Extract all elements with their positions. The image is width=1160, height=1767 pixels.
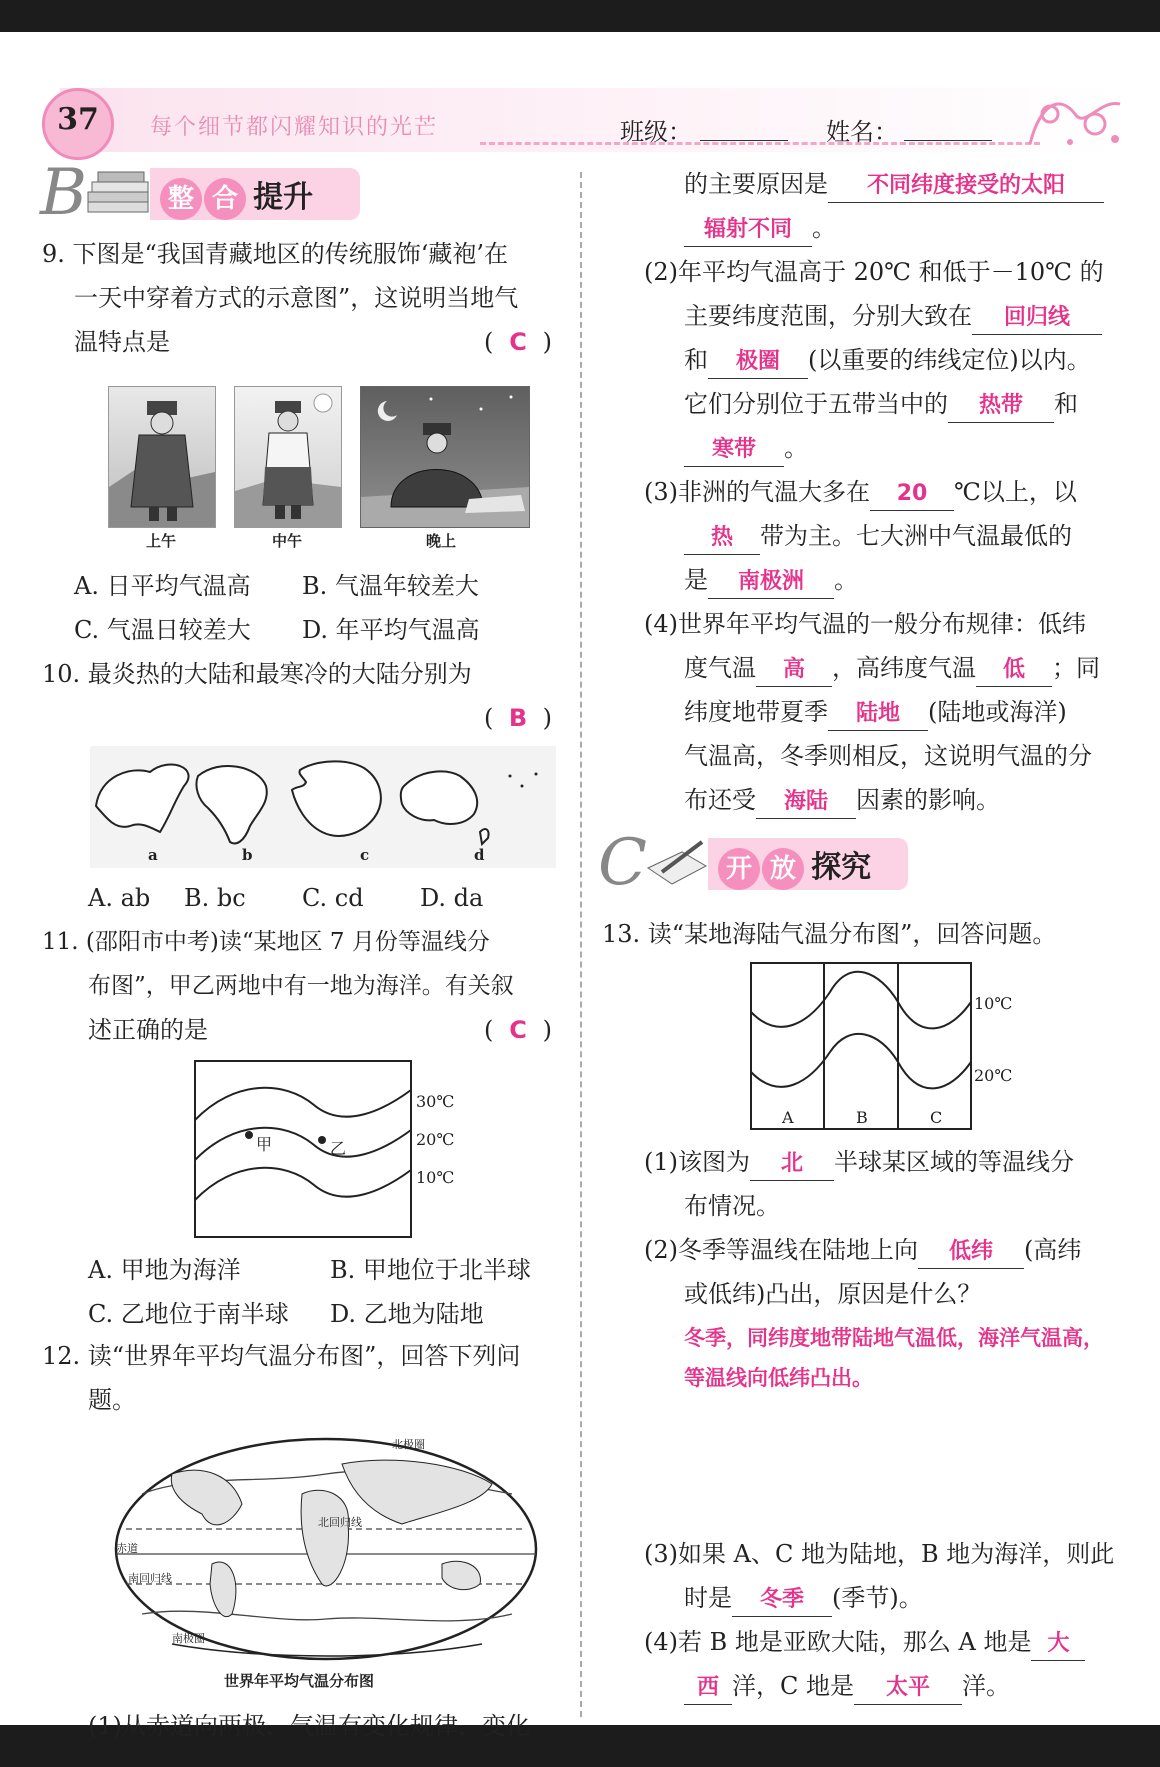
q12-s2-text: 主要纬度范围，分别大致在 — [684, 302, 972, 330]
q11-iso-30: 30℃ — [416, 1092, 455, 1111]
section-c-title: 探究 — [811, 850, 872, 885]
name-label: 姓名： — [826, 118, 898, 146]
q13-s1-answer1[interactable]: 北 — [750, 1148, 834, 1181]
q11-iso-10: 10℃ — [416, 1168, 455, 1187]
caption-noon: 中午 — [272, 532, 303, 550]
q12-s2-line3 — [684, 338, 1091, 382]
q13-s2-answer-text1: 冬季，同纬度地带陆地气温低，海洋气温高， — [684, 1326, 1104, 1350]
q11-line1: 11. (邵阳市中考)读“某地区 7 月份等温线分 — [42, 929, 490, 955]
q12-s4-text7: 因素的影响。 — [856, 786, 1000, 814]
q9-option-b: B. 气温年较差大 — [302, 572, 479, 600]
q13-iso-10: 10℃ — [974, 994, 1013, 1013]
section-b-title-wrap — [160, 172, 313, 220]
q13-s3-text: 时是 — [684, 1584, 732, 1612]
continent-label-b: b — [242, 846, 253, 864]
q10-answer: B — [508, 704, 528, 732]
q11-line3: 述正确的是 — [88, 1016, 208, 1044]
q11-option-d: D. 乙地为陆地 — [330, 1300, 484, 1328]
q11-isotherm-figure — [194, 1060, 454, 1238]
q13-s1-text: (1)该图为 — [644, 1148, 750, 1176]
continent-outlines — [90, 746, 556, 850]
caption-morning: 上午 — [146, 532, 177, 550]
section-c-char1: 开 — [718, 848, 760, 890]
q12-s3-end: 。 — [834, 566, 858, 594]
q12-s4-text3: ；同 — [1052, 654, 1100, 682]
q12-s1-line1: (1)从赤道向两极，气温有变化规律，变化 — [88, 1712, 530, 1740]
q12-s2-line4 — [684, 382, 1078, 426]
q9-option-d: D. 年平均气温高 — [302, 616, 480, 644]
q13-s3-line2 — [684, 1576, 923, 1620]
floral-ornament-icon — [1020, 84, 1130, 154]
q12-s4-answer3[interactable]: 陆地 — [828, 698, 928, 731]
header-motto: 每个细节都闪耀知识的光芒 — [150, 115, 439, 140]
q12-s3-text: (3)非洲的气温大多在 — [644, 478, 870, 506]
q13-s4-text: (4)若 B 地是亚欧大陆，那么 A 地是 — [644, 1628, 1032, 1656]
name-field[interactable] — [904, 140, 992, 141]
q12-s3-answer3[interactable]: 南极洲 — [708, 566, 834, 599]
q13-s3-text2: (季节)。 — [832, 1584, 923, 1612]
q12-s4-line4: 气温高，冬季则相反，这说明气温的分 — [684, 742, 1092, 770]
panel-evening — [360, 386, 530, 528]
q12-s4-answer1[interactable]: 高 — [756, 654, 832, 687]
q13-s3-line1: (3)如果 A、C 地为陆地，B 地为海洋，则此 — [644, 1540, 1115, 1568]
q12-world-map — [112, 1434, 540, 1694]
section-c-header — [598, 826, 918, 900]
q12-s2-answer4[interactable]: 寒带 — [684, 434, 784, 467]
q12-s3-line1 — [644, 470, 1077, 514]
q12-s3-is: 是 — [684, 566, 708, 594]
q12-line1: 12. 读“世界年平均气温分布图”，回答下列问 — [42, 1342, 521, 1370]
q13-s1-line2: 布情况。 — [684, 1192, 780, 1220]
q12-s4-text: 度气温 — [684, 654, 756, 682]
notepad-pen-icon — [642, 838, 712, 888]
person-evening-icon — [361, 387, 529, 527]
q12-s2-and2: 和 — [1054, 390, 1078, 418]
q12-s3-text3: 带为主。七大洲中气温最低的 — [760, 522, 1072, 550]
q13-col-c: C — [930, 1108, 943, 1127]
q12-s1-answer2[interactable]: 辐射不同 — [684, 214, 812, 247]
section-b-char2: 合 — [204, 178, 246, 220]
q11-iso-20: 20℃ — [416, 1130, 455, 1149]
q9-answer-box: ( C ) — [484, 320, 552, 364]
q12-s4-text6: 布还受 — [684, 786, 756, 814]
q13-s2-text2: (高纬 — [1024, 1236, 1082, 1264]
continent-label-d: d — [474, 846, 485, 864]
q13-s2-answer1[interactable]: 低纬 — [918, 1236, 1024, 1269]
continent-label-a: a — [148, 846, 158, 864]
q13-iso-20: 20℃ — [974, 1066, 1013, 1085]
map-label-tropic-capricorn: 南回归线 — [128, 1572, 172, 1585]
column-divider — [580, 172, 582, 1717]
q12-s2-line1: (2)年平均气温高于 20℃ 和低于－10℃ 的 — [644, 258, 1104, 286]
caption-evening: 晚上 — [426, 532, 457, 550]
class-label: 班级： — [620, 118, 692, 146]
q13-s2-line1 — [644, 1228, 1081, 1272]
q12-s3-answer1[interactable]: 20 — [870, 478, 954, 511]
q12-s1-line3 — [684, 206, 836, 250]
q13-s4-line1 — [644, 1620, 1085, 1664]
q12-s2-answer3[interactable]: 热带 — [948, 390, 1054, 423]
q12-s4-text5: (陆地或海洋) — [928, 698, 1067, 726]
q13-line1: 13. 读“某地海陆气温分布图”，回答问题。 — [602, 920, 1057, 948]
q12-s2-line5 — [684, 426, 808, 470]
books-icon — [84, 170, 154, 218]
q12-s2-answer1[interactable]: 回归线 — [972, 302, 1102, 335]
q9-figure — [108, 386, 528, 554]
section-b-title: 提升 — [253, 180, 314, 215]
q12-s2-line2 — [684, 294, 1102, 338]
person-noon-icon — [235, 387, 341, 527]
section-b-letter: B — [40, 156, 88, 230]
q10-option-c: C. cd — [302, 884, 364, 912]
q11-point-yi: 乙 — [330, 1139, 347, 1158]
q12-s3-line2 — [684, 514, 1072, 558]
q12-s2-and: 和 — [684, 346, 708, 374]
q12-s4-answer2[interactable]: 低 — [976, 654, 1052, 687]
q12-s4-line3 — [684, 690, 1067, 734]
q9-line1: 9. 下图是“我国青藏地区的传统服饰‘藏袍’在 — [42, 240, 509, 268]
q12-s4-text4: 纬度地带夏季 — [684, 698, 828, 726]
q12-s4-text2: ，高纬度气温 — [832, 654, 976, 682]
q12-s4-line2 — [684, 646, 1100, 690]
q9-line3: 温特点是 — [74, 328, 170, 356]
page-number: 37 — [57, 102, 99, 137]
q12-s4-answer4[interactable]: 海陆 — [756, 786, 856, 819]
map-label-tropic-cancer: 北回归线 — [318, 1516, 362, 1529]
q13-figure — [750, 962, 1030, 1132]
q12-s1-line2 — [684, 162, 1104, 206]
q12-s2-end: 。 — [784, 434, 808, 462]
q12-s2-answer2[interactable]: 极圈 — [708, 346, 808, 379]
q13-s4-answer2[interactable]: 西 — [684, 1672, 732, 1705]
q12-s1-answer1[interactable]: 不同纬度接受的太阳 — [828, 170, 1104, 203]
q9-option-c: C. 气温日较差大 — [74, 616, 251, 644]
map-label-antarctic-circle: 南极圈 — [172, 1632, 205, 1645]
q12-s4-line5 — [684, 778, 1000, 822]
section-b-char1: 整 — [160, 178, 202, 220]
q11-option-b: B. 甲地位于北半球 — [330, 1256, 531, 1284]
q11-answer: C — [509, 1016, 527, 1044]
panel-noon — [234, 386, 342, 528]
q13-s1-line1 — [644, 1140, 1074, 1184]
q13-s1-text2: 半球某区域的等温线分 — [834, 1148, 1074, 1176]
q13-s4-text2: 洋，C 地是 — [732, 1672, 854, 1700]
section-b-header — [40, 156, 360, 230]
q13-col-a: A — [782, 1108, 794, 1127]
q13-s4-text3: 洋。 — [962, 1672, 1010, 1700]
q12-s3-answer2[interactable]: 热 — [684, 522, 760, 555]
map-label-arctic-circle: 北极圈 — [392, 1438, 425, 1451]
continent-label-c: c — [360, 846, 370, 864]
map-label-equator: 赤道 — [116, 1542, 138, 1555]
q13-s2-text: (2)冬季等温线在陆地上向 — [644, 1236, 918, 1264]
q11-option-a: A. 甲地为海洋 — [88, 1256, 241, 1284]
q13-s4-answer3[interactable]: 太平 — [854, 1672, 962, 1705]
q9-line2: 一天中穿着方式的示意图”，这说明当地气 — [74, 284, 519, 312]
q12-line2: 题。 — [88, 1386, 136, 1414]
q12-s2-text4: 它们分别位于五带当中的 — [684, 390, 948, 418]
q10-answer-box: ( B ) — [484, 696, 552, 740]
q13-s2-answer-text2: 等温线向低纬凸出。 — [684, 1366, 873, 1390]
class-field[interactable] — [700, 140, 788, 141]
q10-option-d: D. da — [420, 884, 484, 912]
person-morning-icon — [109, 387, 215, 527]
q13-s3-answer1[interactable]: 冬季 — [732, 1584, 832, 1617]
workbook-page — [0, 32, 1160, 1740]
q13-s4-line2 — [684, 1664, 1010, 1708]
q12-s1-end: 。 — [812, 214, 836, 242]
q13-s2-line2: 或低纬)凸出，原因是什么？ — [684, 1280, 982, 1308]
q11-option-c: C. 乙地位于南半球 — [88, 1300, 289, 1328]
land-sea-isotherm-diagram — [750, 962, 1030, 1132]
q12-s4-line1: (4)世界年平均气温的一般分布规律：低纬 — [644, 610, 1086, 638]
q9-answer: C — [509, 328, 527, 356]
q11-point-jia: 甲 — [256, 1135, 273, 1154]
q9-option-a: A. 日平均气温高 — [74, 572, 251, 600]
q10-option-a: A. ab — [88, 884, 151, 912]
q10-continents-figure — [90, 746, 556, 868]
q11-line2: 布图”，甲乙两地中有一地为海洋。有关叙 — [88, 973, 514, 999]
section-c-letter: C — [598, 826, 647, 900]
panel-morning — [108, 386, 216, 528]
q13-s4-answer1[interactable]: 大 — [1031, 1628, 1085, 1661]
section-c-char2: 放 — [762, 848, 804, 890]
section-c-title-wrap — [718, 842, 871, 890]
q12-s1-text: 的主要原因是 — [684, 170, 828, 198]
q12-s2-note: (以重要的纬线定位)以内。 — [808, 346, 1091, 374]
q13-col-b: B — [856, 1108, 868, 1127]
header-dashes — [480, 142, 1040, 145]
isotherm-map — [194, 1060, 454, 1238]
world-map-caption: 世界年平均气温分布图 — [224, 1672, 375, 1690]
q12-s3-text2: ℃以上，以 — [954, 478, 1077, 506]
q12-s3-line3 — [684, 558, 858, 602]
q10-line1: 10. 最炎热的大陆和最寒冷的大陆分别为 — [42, 660, 472, 688]
q10-option-b: B. bc — [184, 884, 246, 912]
q11-answer-box: ( C ) — [484, 1008, 552, 1052]
